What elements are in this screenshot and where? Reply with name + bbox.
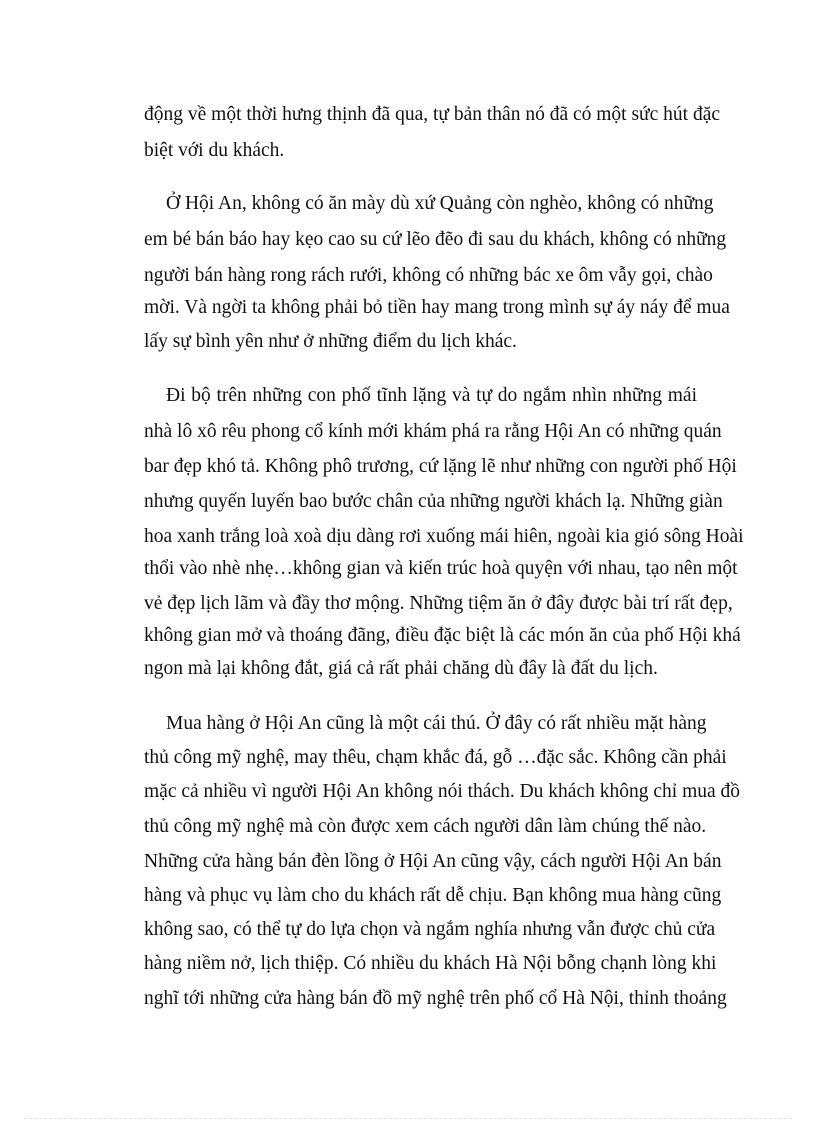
paragraph-3-line-9: ngon mà lại không đắt, giá cả rất phải chăng dù đây là đất du lịch. (144, 658, 658, 679)
paragraph-4-line-6: hàng và phục vụ làm cho du khách rất dễ chịu. Bạn không mua hàng cũng (144, 885, 722, 906)
paragraph-4-line-5: Những cửa hàng bán đèn lồng ở Hội An cũng vậy, cách người Hội An bán (144, 851, 722, 872)
paragraph-4-line-9: nghĩ tới những cửa hàng bán đồ mỹ nghệ trên phố cổ Hà Nội, thỉnh thoảng (144, 988, 727, 1009)
paragraph-3-line-6: thổi vào nhè nhẹ…không gian và kiến trúc hoà quyện với nhau, tạo nên một (144, 558, 738, 579)
paragraph-2-line-4: mời. Và ngời ta không phải bỏ tiền hay mang trong mình sự áy náy để mua (144, 297, 730, 318)
paragraph-3-line-3: bar đẹp khó tả. Không phô trương, cứ lặng lẽ như những con người phố Hội (144, 456, 737, 477)
paragraph-1-line-1: động về một thời hưng thịnh đã qua, tự bản thân nó đã có một sức hút đặc (144, 104, 721, 125)
paragraph-4-line-1: Mua hàng ở Hội An cũng là một cái thú. Ở đây có rất nhiều mặt hàng (166, 713, 707, 734)
paragraph-2-line-2: em bé bán báo hay kẹo cao su cứ lẽo đẽo đi sau du khách, không có những (144, 229, 727, 250)
paragraph-2-line-5: lấy sự bình yên như ở những điểm du lịch khác. (144, 331, 517, 352)
paragraph-4-line-2: thủ công mỹ nghệ, may thêu, chạm khắc đá, gỗ …đặc sắc. Không cần phải (144, 747, 727, 768)
paragraph-3-line-5: hoa xanh trắng loà xoà dịu dàng rơi xuống mái hiên, ngoài kia gió sông Hoài (144, 526, 744, 547)
paragraph-4-line-3: mặc cả nhiều vì người Hội An không nói thách. Du khách không chỉ mua đồ (144, 781, 741, 802)
paragraph-2-line-3: người bán hàng rong rách rưới, không có những bác xe ôm vẫy gọi, chào (144, 265, 713, 286)
paragraph-3-line-2: nhà lô xô rêu phong cổ kính mới khám phá ra rằng Hội An có những quán (144, 421, 722, 442)
paragraph-1-line-2: biệt với du khách. (144, 140, 285, 161)
paragraph-3-line-4: nhưng quyến luyến bao bước chân của những người khách lạ. Những giàn (144, 491, 723, 512)
paragraph-4-line-7: không sao, có thể tự do lựa chọn và ngắm nghía nhưng vẫn được chủ cửa (144, 919, 716, 940)
paragraph-4-line-8: hàng niềm nở, lịch thiệp. Có nhiều du khách Hà Nội bỗng chạnh lòng khi (144, 953, 717, 974)
paragraph-3-line-7: vẻ đẹp lịch lãm và đầy thơ mộng. Những tiệm ăn ở đây được bài trí rất đẹp, (144, 593, 733, 614)
paragraph-3-line-1: Đi bộ trên những con phố tĩnh lặng và tự do ngắm nhìn những mái (166, 385, 697, 406)
paragraph-2-line-1: Ở Hội An, không có ăn mày dù xứ Quảng còn nghèo, không có những (166, 193, 714, 214)
page-bottom-divider (24, 1118, 792, 1119)
paragraph-3-line-8: không gian mở và thoáng đãng, điều đặc biệt là các món ăn của phố Hội khá (144, 625, 741, 646)
paragraph-4-line-4: thủ công mỹ nghệ mà còn được xem cách người dân làm chúng thế nào. (144, 816, 707, 837)
